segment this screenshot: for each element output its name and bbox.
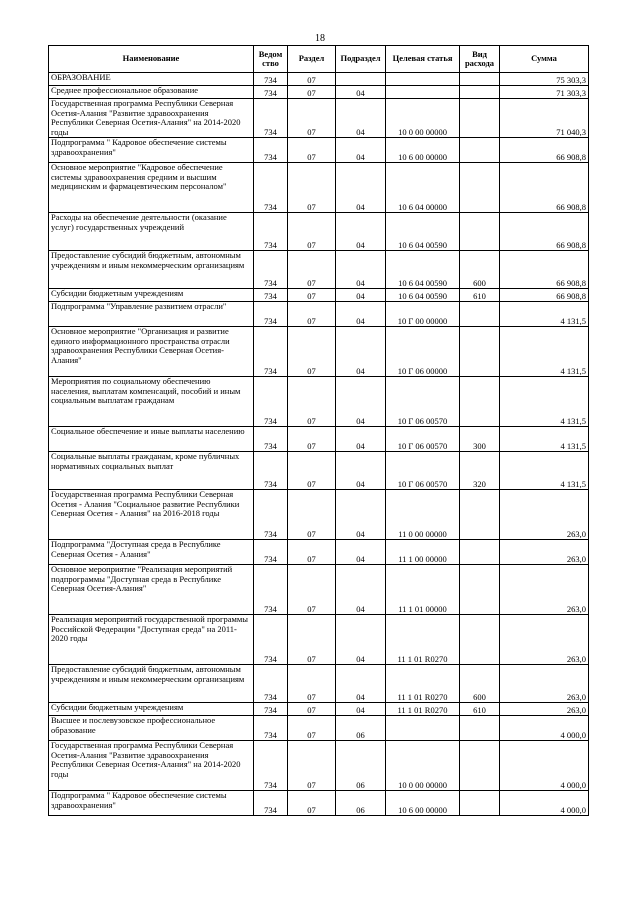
row-subsection: 04 [336,289,386,302]
row-department: 734 [254,213,288,251]
row-subsection: 04 [336,163,386,213]
row-subsection: 04 [336,427,386,452]
row-expense-type: 610 [460,289,500,302]
row-expense-type [460,490,500,540]
row-section: 07 [288,741,336,791]
row-department: 734 [254,99,288,138]
row-expense-type [460,377,500,427]
table-row [49,540,589,565]
row-subsection: 04 [336,138,386,163]
row-name: Социальные выплаты гражданам, кроме публичных нормативных социальных выплат [49,452,254,490]
table-row [49,302,589,327]
row-expense-type [460,565,500,615]
row-department: 734 [254,452,288,490]
row-subsection: 04 [336,251,386,289]
row-expense-type [460,791,500,816]
row-department: 734 [254,138,288,163]
row-department: 734 [254,741,288,791]
row-name: Предоставление субсидий бюджетным, автономным учреждениям и иным некоммерческим организациям [49,665,254,703]
table-row [49,163,589,213]
table-row [49,452,589,490]
row-target-article: 10 Г 00 00000 [386,302,460,327]
row-name: Государственная программа Республики Северная Осетия-Алания "Развитие здравоохранения Республики Северная Осетия-Алания" на 2014-2020 годы [49,99,254,138]
row-name: Основное мероприятие "Кадровое обеспечение системы здравоохранения средним и высшим медицинским и фармацевтическим персоналом" [49,163,254,213]
header-amount: Сумма [500,46,589,73]
row-section: 07 [288,327,336,377]
row-name: Подпрограмма "Управление развитием отрасли" [49,302,254,327]
row-name: Подпрограмма " Кадровое обеспечение системы здравоохранения" [49,791,254,816]
page-number: 18 [315,33,325,44]
row-expense-type: 600 [460,251,500,289]
row-target-article: 11 1 01 R0270 [386,615,460,665]
row-target-article: 10 6 04 00590 [386,289,460,302]
table-row [49,427,589,452]
row-expense-type [460,86,500,99]
row-section: 07 [288,138,336,163]
row-target-article: 10 6 04 00000 [386,163,460,213]
row-subsection: 04 [336,302,386,327]
row-expense-type [460,163,500,213]
row-section: 07 [288,716,336,741]
row-expense-type [460,138,500,163]
header-section: Раздел [288,46,336,73]
row-department: 734 [254,327,288,377]
row-target-article: 10 0 00 00000 [386,741,460,791]
row-name: Среднее профессиональное образование [49,86,254,99]
row-department: 734 [254,615,288,665]
row-name: Государственная программа Республики Северная Осетия-Алания "Развитие здравоохранения Республики Северная Осетия-Алания" на 2014-2020 годы [49,741,254,791]
row-target-article: 10 Г 06 00570 [386,377,460,427]
row-amount: 66 908,8 [500,251,589,289]
row-subsection: 04 [336,86,386,99]
row-section: 07 [288,289,336,302]
row-section: 07 [288,615,336,665]
row-amount: 263,0 [500,665,589,703]
row-name: Государственная программа Республики Северная Осетия - Алания "Социальное развитие Республики Северная Осетия - Алания" на 2016-2018 годы [49,490,254,540]
row-subsection: 04 [336,703,386,716]
table-row [49,490,589,540]
row-subsection: 04 [336,327,386,377]
row-expense-type [460,73,500,86]
row-section: 07 [288,251,336,289]
row-amount: 71 040,3 [500,99,589,138]
table-row [49,791,589,816]
row-department: 734 [254,490,288,540]
row-target-article: 10 6 04 00590 [386,251,460,289]
row-amount: 66 908,8 [500,138,589,163]
row-subsection [336,73,386,86]
row-amount: 75 303,3 [500,73,589,86]
row-subsection: 04 [336,490,386,540]
row-amount: 263,0 [500,490,589,540]
row-target-article [386,73,460,86]
row-name: Реализация мероприятий государственной программы Российской Федерации "Доступная среда" на 2011-2020 годы [49,615,254,665]
row-department: 734 [254,377,288,427]
row-target-article [386,716,460,741]
row-target-article: 10 Г 06 00570 [386,427,460,452]
table-row [49,99,589,138]
row-section: 07 [288,163,336,213]
table-row [49,615,589,665]
row-subsection: 04 [336,540,386,565]
row-amount: 66 908,8 [500,213,589,251]
row-section: 07 [288,99,336,138]
row-amount: 71 303,3 [500,86,589,99]
row-name: Социальное обеспечение и иные выплаты населению [49,427,254,452]
row-expense-type [460,213,500,251]
row-amount: 4 131,5 [500,452,589,490]
table-row [49,86,589,99]
table-header-row [49,46,589,73]
row-department: 734 [254,251,288,289]
row-name: Основное мероприятие "Организация и развитие единого информационного пространства отрасли здравоохранения Республики Северная Осетия-Алания" [49,327,254,377]
row-target-article: 11 1 00 00000 [386,540,460,565]
row-department: 734 [254,73,288,86]
row-expense-type: 300 [460,427,500,452]
table-row [49,565,589,615]
header-department: Ведом ство [254,46,288,73]
row-expense-type [460,99,500,138]
row-name: Предоставление субсидий бюджетным, автономным учреждениям и иным некоммерческим организациям [49,251,254,289]
row-subsection: 04 [336,213,386,251]
table-row [49,741,589,791]
row-section: 07 [288,490,336,540]
row-subsection: 04 [336,377,386,427]
row-section: 07 [288,703,336,716]
row-department: 734 [254,86,288,99]
row-amount: 66 908,8 [500,163,589,213]
row-target-article: 10 Г 06 00570 [386,452,460,490]
row-department: 734 [254,791,288,816]
row-amount: 4 000,0 [500,716,589,741]
row-section: 07 [288,86,336,99]
row-target-article: 11 1 01 00000 [386,565,460,615]
row-department: 734 [254,665,288,703]
row-target-article: 10 0 00 00000 [386,99,460,138]
row-expense-type [460,615,500,665]
table-row [49,327,589,377]
row-expense-type [460,716,500,741]
row-amount: 4 131,5 [500,327,589,377]
row-department: 734 [254,540,288,565]
header-subsection: Подраздел [336,46,386,73]
row-section: 07 [288,377,336,427]
row-target-article: 11 1 01 R0270 [386,665,460,703]
row-amount: 66 908,8 [500,289,589,302]
row-expense-type [460,540,500,565]
row-amount: 263,0 [500,565,589,615]
table-row [49,73,589,86]
table-row [49,251,589,289]
row-target-article: 10 6 00 00000 [386,791,460,816]
row-expense-type [460,302,500,327]
row-expense-type: 600 [460,665,500,703]
row-subsection: 06 [336,791,386,816]
row-section: 07 [288,452,336,490]
row-section: 07 [288,427,336,452]
header-expense-type: Вид расхода [460,46,500,73]
row-name: Мероприятия по социальному обеспечению населения, выплатам компенсаций, пособий и иным социальным выплатам гражданам [49,377,254,427]
table-row [49,716,589,741]
table-row [49,213,589,251]
row-section: 07 [288,540,336,565]
row-expense-type: 610 [460,703,500,716]
row-target-article [386,86,460,99]
row-section: 07 [288,665,336,703]
row-expense-type: 320 [460,452,500,490]
row-section: 07 [288,565,336,615]
row-name: Подпрограмма " Кадровое обеспечение системы здравоохранения" [49,138,254,163]
row-department: 734 [254,565,288,615]
row-department: 734 [254,163,288,213]
row-subsection: 06 [336,716,386,741]
row-amount: 263,0 [500,540,589,565]
row-target-article: 11 1 01 R0270 [386,703,460,716]
table-row [49,289,589,302]
row-amount: 4 131,5 [500,302,589,327]
row-department: 734 [254,716,288,741]
row-name: Высшее и послевузовское профессиональное образование [49,716,254,741]
row-amount: 263,0 [500,615,589,665]
budget-table [48,45,589,816]
row-amount: 4 131,5 [500,427,589,452]
row-target-article: 11 0 00 00000 [386,490,460,540]
row-subsection: 04 [336,452,386,490]
row-subsection: 04 [336,615,386,665]
row-name: ОБРАЗОВАНИЕ [49,73,254,86]
row-amount: 4 131,5 [500,377,589,427]
row-department: 734 [254,703,288,716]
row-target-article: 10 Г 06 00000 [386,327,460,377]
table-row [49,377,589,427]
row-department: 734 [254,427,288,452]
row-section: 07 [288,302,336,327]
row-name: Подпрограмма "Доступная среда в Республике Северная Осетия - Алания" [49,540,254,565]
row-section: 07 [288,791,336,816]
row-amount: 4 000,0 [500,791,589,816]
row-target-article: 10 6 04 00590 [386,213,460,251]
row-department: 734 [254,289,288,302]
row-expense-type [460,327,500,377]
table-row [49,138,589,163]
row-subsection: 04 [336,665,386,703]
table-row [49,665,589,703]
row-expense-type [460,741,500,791]
row-name: Субсидии бюджетным учреждениям [49,289,254,302]
row-target-article: 10 6 00 00000 [386,138,460,163]
table-body [49,73,589,816]
row-department: 734 [254,302,288,327]
row-subsection: 06 [336,741,386,791]
header-target-article: Целевая статья [386,46,460,73]
table-row [49,703,589,716]
row-amount: 4 000,0 [500,741,589,791]
row-name: Расходы на обеспечение деятельности (оказание услуг) государственных учреждений [49,213,254,251]
row-name: Субсидии бюджетным учреждениям [49,703,254,716]
row-subsection: 04 [336,565,386,615]
row-section: 07 [288,213,336,251]
header-name: Наименование [49,46,254,73]
row-section: 07 [288,73,336,86]
row-amount: 263,0 [500,703,589,716]
row-subsection: 04 [336,99,386,138]
row-name: Основное мероприятие "Реализация мероприятий подпрограммы "Доступная среда в Республике Северная Осетия-Алания" [49,565,254,615]
